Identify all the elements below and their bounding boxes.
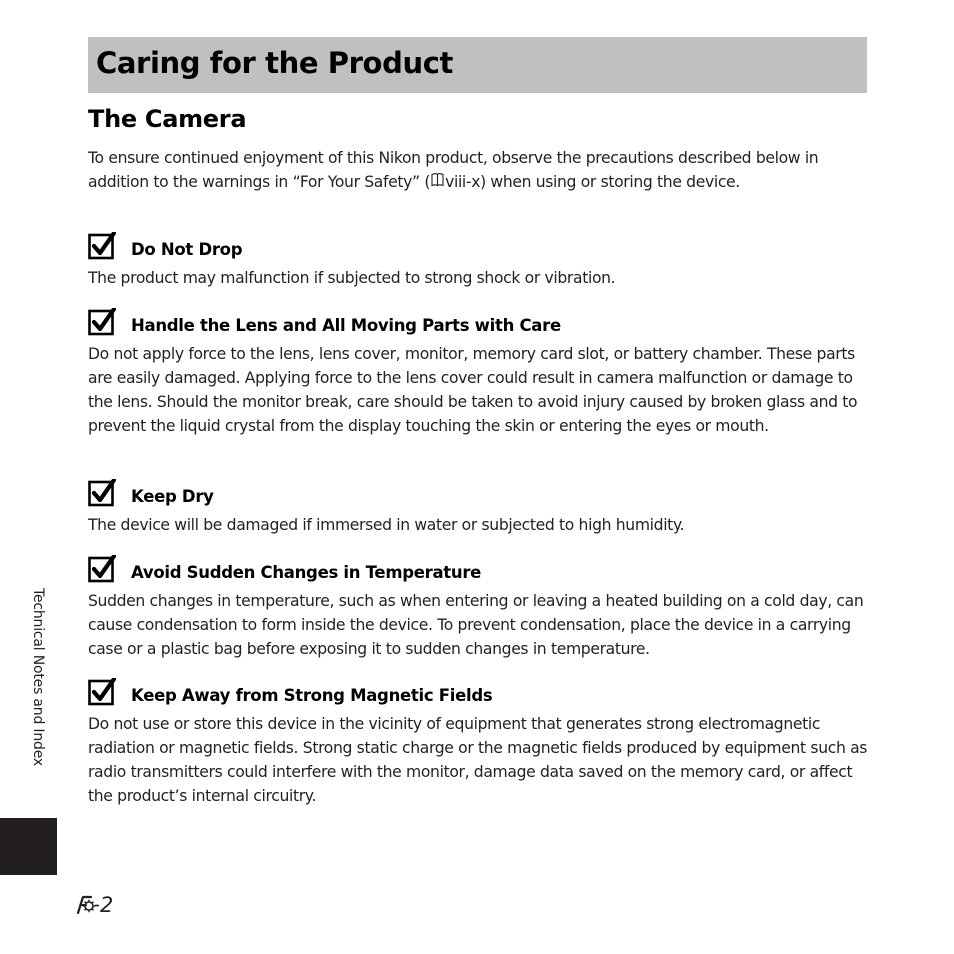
caution-text: The product may malfunction if subjected to strong shock or vibration. xyxy=(88,269,616,287)
section-title: The Camera xyxy=(88,105,247,133)
caution-magnetic-fields xyxy=(88,678,868,808)
caution-text: Do not apply force to the lens, lens cover, monitor, memory card slot, or battery chamber. These parts are easily damaged. Applying force to the lens cover could result in camera malfunction or damage to the lens. Should the monitor break, care should be taken to avoid injury caused by broken glass and to prevent the liquid crystal from the display touching the skin or entering the eyes or mouth. xyxy=(88,345,858,435)
caution-title: Keep Dry xyxy=(131,487,214,506)
check-icon xyxy=(88,678,116,706)
caution-temperature xyxy=(88,555,868,661)
page-title: Caring for the Product xyxy=(96,46,453,80)
caution-title: Keep Away from Strong Magnetic Fields xyxy=(131,686,493,705)
check-icon xyxy=(88,479,116,507)
sidebar-section-label: Technical Notes and Index xyxy=(30,588,46,766)
caution-title: Avoid Sudden Changes in Temperature xyxy=(131,563,482,582)
caution-handle-lens xyxy=(88,308,868,438)
caution-title: Do Not Drop xyxy=(131,240,243,259)
side-tab xyxy=(0,818,57,875)
page-number-value: 2 xyxy=(100,893,114,917)
intro-text-after: viii-x) when using or storing the device. xyxy=(445,173,740,191)
check-icon xyxy=(88,232,116,260)
caution-do-not-drop xyxy=(88,232,868,290)
title-bar xyxy=(88,37,867,93)
caution-text: Sudden changes in temperature, such as when entering or leaving a heated building on a cold day, can cause condensation to form inside the device. To prevent condensation, place the device in a carrying case or a plastic bag before exposing it to sudden changes in temperature. xyxy=(88,592,864,658)
caution-keep-dry xyxy=(88,479,868,537)
book-icon[interactable] xyxy=(431,170,444,194)
caution-text: Do not use or store this device in the vicinity of equipment that generates strong electromagnetic radiation or magnetic fields. Strong static charge or the magnetic fields produced by equipment such as radio transmitters could interfere with the monitor, damage data saved on the memory card, or affect the product’s internal circuitry. xyxy=(88,715,868,805)
technical-notes-icon xyxy=(74,893,100,915)
caution-title: Handle the Lens and All Moving Parts with Care xyxy=(131,316,561,335)
intro-text-before: To ensure continued enjoyment of this Nikon product, observe the precautions described below in addition to the warnings in “For Your Safety” ( xyxy=(88,149,819,191)
check-icon xyxy=(88,555,116,583)
intro-paragraph xyxy=(88,146,868,194)
check-icon xyxy=(88,308,116,336)
page-number xyxy=(74,893,113,917)
caution-text: The device will be damaged if immersed in water or subjected to high humidity. xyxy=(88,516,685,534)
